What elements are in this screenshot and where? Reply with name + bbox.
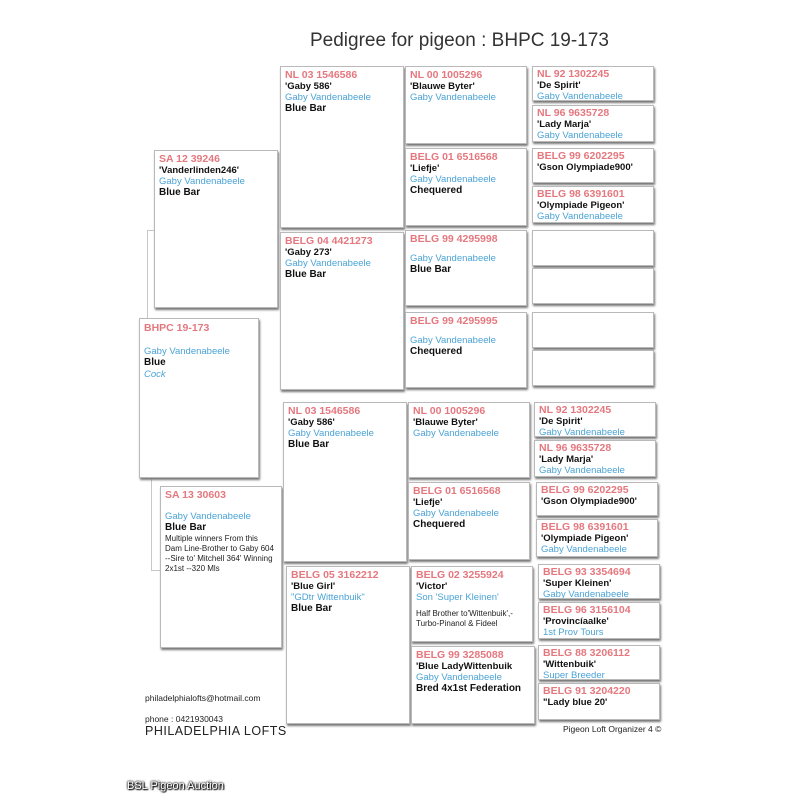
ring-number: NL 96 9635728 (539, 442, 612, 454)
pigeon-color: Blue Bar (410, 264, 452, 275)
ring-number: NL 92 1302245 (537, 68, 610, 80)
ring-number: BELG 99 6202295 (541, 484, 629, 496)
ring-number: BELG 93 3354694 (543, 566, 631, 578)
pigeon-name: 'Gaby 586' (288, 417, 335, 428)
ring-number: BELG 01 6516568 (413, 485, 501, 497)
footer-phone: phone : 0421930043 (145, 714, 223, 724)
pedigree-box (532, 105, 654, 142)
dam-color: Blue Bar (165, 522, 207, 533)
pigeon-name: 'Gson Olympiade900' (541, 496, 637, 507)
breeder-name: Gaby Vandenabeele (410, 253, 496, 264)
pedigree-box (534, 440, 656, 477)
footer-software: Pigeon Loft Organizer 4 © (563, 724, 662, 734)
pigeon-color: Blue Bar (285, 103, 327, 114)
ring-number: NL 03 1546586 (285, 69, 358, 81)
pigeon-name: 'Blue LadyWittenbuik (416, 661, 513, 672)
breeder-name: Gaby Vandenabeele (410, 174, 496, 185)
pigeon-color: Blue Bar (285, 269, 327, 280)
dam-box (160, 486, 282, 648)
pedigree-box (286, 566, 410, 724)
pedigree-box (411, 646, 535, 724)
breeder-name: Gaby Vandenabeele (416, 672, 502, 683)
ring-number: BELG 99 6202295 (537, 150, 625, 162)
pigeon-name: "Lady blue 20' (543, 697, 608, 708)
ring-number: BELG 04 4421273 (285, 235, 373, 247)
ring-number: BELG 98 6391601 (541, 521, 629, 533)
breeder-name: Gaby Vandenabeele (410, 92, 496, 103)
pedigree-box (405, 230, 527, 306)
pedigree-box (532, 312, 654, 348)
sire-breeder: Gaby Vandenabeele (159, 176, 245, 187)
breeder-name: Gaby Vandenabeele (543, 589, 629, 599)
pigeon-name: 'Blauwe Byter' (410, 81, 475, 92)
sire-name: 'Vanderlinden246' (159, 165, 240, 176)
breeder-name: Gaby Vandenabeele (285, 92, 371, 103)
breeder-name: Gaby Vandenabeele (285, 258, 371, 269)
pedigree-box (538, 602, 660, 639)
pigeon-name: 'Liefje' (413, 497, 443, 508)
pedigree-box (532, 186, 654, 223)
pedigree-box (536, 482, 658, 516)
pigeon-color: Chequered (410, 185, 463, 196)
pedigree-box (411, 566, 533, 642)
ring-number: BELG 88 3206112 (543, 647, 630, 659)
pigeon-name: 'Blue Girl' (291, 581, 336, 592)
dam-note: Multiple winners From this Dam Line-Brother to Gaby 604 --Sire to' Mitchell 364' Winning 2x1st --320 Mls (165, 534, 274, 573)
pigeon-name: 'Lady Marja' (539, 454, 594, 465)
pedigree-box (408, 482, 530, 560)
breeder-name: Gaby Vandenabeele (413, 508, 499, 519)
breeder-name: Gaby Vandenabeele (413, 428, 499, 439)
breeder-name: Gaby Vandenabeele (537, 130, 623, 141)
ring-number: NL 92 1302245 (539, 404, 612, 416)
breeder-name: Son 'Super Kleinen' (416, 592, 499, 603)
pigeon-name: 'Wittenbuik' (543, 659, 596, 670)
pigeon-name: 'Gson Olympiade900' (537, 162, 633, 173)
subject-box (139, 318, 259, 478)
pedigree-box (405, 66, 527, 144)
pedigree-box (280, 232, 404, 390)
ring-number: NL 03 1546586 (288, 405, 361, 417)
pedigree-box (538, 564, 660, 599)
pedigree-box (532, 230, 654, 266)
pigeon-name: 'Lady Marja' (537, 119, 592, 130)
dam-ring: SA 13 30603 (165, 489, 226, 501)
breeder-name: Gaby Vandenabeele (537, 211, 623, 222)
ring-number: BELG 02 3255924 (416, 569, 504, 581)
pigeon-note: Half Brother to'Wittenbuik',-Turbo-Pinanol & Fideel (416, 609, 513, 628)
pedigree-box (405, 312, 527, 388)
subject-breeder: Gaby Vandenabeele (144, 346, 230, 357)
pigeon-name: 'Gaby 586' (285, 81, 332, 92)
breeder-name: Gaby Vandenabeele (539, 427, 625, 437)
ring-number: BELG 98 6391601 (537, 188, 625, 200)
page-title: Pedigree for pigeon : BHPC 19-173 (310, 30, 609, 51)
pedigree-box (538, 683, 660, 720)
pedigree-box (405, 148, 527, 226)
pigeon-name: 'Super Kleinen' (543, 578, 612, 589)
sire-ring: SA 12 39246 (159, 153, 220, 165)
pigeon-name: 'Provincíaalke' (543, 616, 609, 627)
breeder-name: Gaby Vandenabeele (537, 91, 623, 101)
subject-sex: Cock (144, 369, 166, 380)
ring-number: BELG 96 3156104 (543, 604, 631, 616)
pigeon-color: Chequered (413, 519, 466, 530)
watermark: BSL Pigeon Auction (127, 780, 224, 792)
pedigree-box (532, 350, 654, 386)
pigeon-name: 'Gaby 273' (285, 247, 332, 258)
pigeon-name: 'Liefje' (410, 163, 440, 174)
sire-color: Blue Bar (159, 187, 201, 198)
sire-box (154, 150, 278, 308)
pedigree-box (536, 519, 658, 557)
pigeon-name: 'Olympiade Pigeon' (541, 533, 629, 544)
pigeon-name: 'Olympiade Pigeon' (537, 200, 625, 211)
subject-ring: BHPC 19-173 (144, 322, 210, 334)
pigeon-name: 'Blauwe Byter' (413, 417, 478, 428)
ring-number: BELG 91 3204220 (543, 685, 631, 697)
dam-breeder: Gaby Vandenabeele (165, 511, 251, 522)
pedigree-box (538, 645, 660, 680)
pedigree-box (532, 268, 654, 304)
pedigree-box (283, 402, 407, 562)
breeder-name: Gaby Vandenabeele (410, 335, 496, 346)
breeder-name: Gaby Vandenabeele (541, 544, 627, 555)
ring-number: BELG 05 3162212 (291, 569, 379, 581)
pigeon-name: 'De Spirit' (537, 80, 581, 91)
pigeon-color: Blue Bar (291, 603, 333, 614)
pigeon-color: Bred 4x1st Federation (416, 683, 522, 694)
footer-loft-name: PHILADELPHIA LOFTS (145, 724, 287, 738)
ring-number: NL 00 1005296 (410, 69, 483, 81)
pigeon-name: 'De Spirit' (539, 416, 583, 427)
ring-number: NL 00 1005296 (413, 405, 486, 417)
breeder-name: "GDtr Wittenbuik" (291, 592, 365, 603)
ring-number: BELG 99 3285088 (416, 649, 504, 661)
ring-number: BELG 99 4295998 (410, 233, 498, 245)
breeder-name: Gaby Vandenabeele (288, 428, 374, 439)
pedigree-box (532, 66, 654, 101)
breeder-name: Gaby Vandenabeele (539, 465, 625, 476)
pigeon-color: Chequered (410, 346, 463, 357)
ring-number: BELG 99 4295995 (410, 315, 498, 327)
footer-email: philadelphialofts@hotmail.com (145, 693, 261, 703)
pedigree-box (408, 402, 530, 478)
ring-number: BELG 01 6516568 (410, 151, 498, 163)
pedigree-box (532, 148, 654, 183)
pigeon-color: Blue Bar (288, 439, 330, 450)
subject-color: Blue (144, 357, 166, 368)
ring-number: NL 96 9635728 (537, 107, 610, 119)
pigeon-name: 'Victor' (416, 581, 448, 592)
breeder-name: Super Breeder (543, 670, 605, 680)
pedigree-box (534, 402, 656, 437)
pedigree-box (280, 66, 404, 228)
breeder-name: 1st Prov Tours (543, 627, 604, 638)
